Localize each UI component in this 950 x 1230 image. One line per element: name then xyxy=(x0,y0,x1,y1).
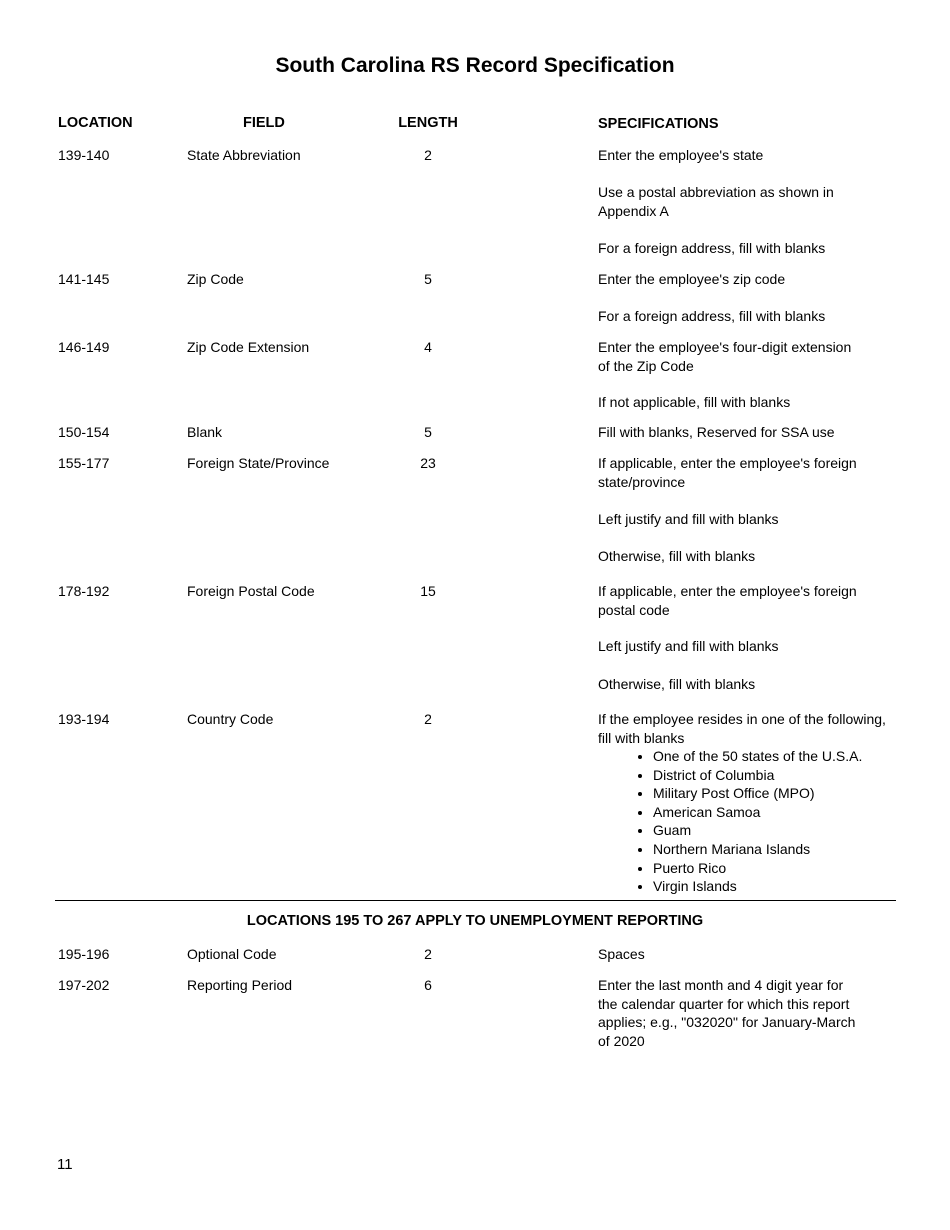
row-field: Zip Code xyxy=(187,271,244,287)
list-item: • Puerto Rico xyxy=(653,859,898,878)
row-spec-line: Fill with blanks, Reserved for SSA use xyxy=(598,424,835,440)
row-spec-line: For a foreign address, fill with blanks xyxy=(598,308,826,324)
row-field: Zip Code Extension xyxy=(187,339,310,355)
header-field: FIELD xyxy=(243,115,285,131)
section-heading: LOCATIONS 195 TO 267 APPLY TO UNEMPLOYMENT REPORTING xyxy=(246,913,704,929)
row-location: 141-145 xyxy=(58,271,110,287)
row-spec-line: Enter the last month and 4 digit year for the calendar quarter for which this report applies; e.g., "032020" for January-March of 2020 xyxy=(598,977,856,1049)
header-location: LOCATION xyxy=(58,115,133,131)
row-length: 5 xyxy=(424,271,432,287)
row-spec-line: Enter the employee's four-digit extension of the Zip Code xyxy=(598,339,852,374)
row-spec-block xyxy=(598,710,898,896)
list-item: • American Samoa xyxy=(653,803,898,822)
row-location: 195-196 xyxy=(58,946,110,962)
row-length: 6 xyxy=(424,977,432,993)
page-title: South Carolina RS Record Specification xyxy=(275,54,675,77)
row-spec-line: For a foreign address, fill with blanks xyxy=(598,240,826,256)
section-divider xyxy=(55,900,896,901)
list-item: • Virgin Islands xyxy=(653,877,898,896)
row-length: 2 xyxy=(424,147,432,163)
row-length: 23 xyxy=(420,455,436,471)
list-item: • Northern Mariana Islands xyxy=(653,840,898,859)
page-number: 11 xyxy=(57,1156,73,1173)
country-list xyxy=(598,747,898,896)
row-field: Blank xyxy=(187,424,223,440)
row-field: Foreign Postal Code xyxy=(187,583,315,599)
list-item: • One of the 50 states of the U.S.A. xyxy=(653,747,898,766)
header-length: LENGTH xyxy=(398,115,458,131)
row-length: 2 xyxy=(424,946,432,962)
row-spec-line: Left justify and fill with blanks xyxy=(598,638,779,654)
row-spec-line: If the employee resides in one of the following, fill with blanks xyxy=(598,711,886,746)
row-spec-line: Enter the employee's zip code xyxy=(598,271,786,287)
list-item: • Guam xyxy=(653,821,898,840)
row-length: 15 xyxy=(420,583,436,599)
list-item: • District of Columbia xyxy=(653,766,898,785)
row-spec-line: Enter the employee's state xyxy=(598,147,764,163)
header-specifications: SPECIFICATIONS xyxy=(598,116,719,132)
row-field: State Abbreviation xyxy=(187,147,301,163)
row-spec-line: If applicable, enter the employee's foreign postal code xyxy=(598,583,857,618)
row-spec-line: Otherwise, fill with blanks xyxy=(598,676,756,692)
row-field: Country Code xyxy=(187,711,274,727)
row-location: 150-154 xyxy=(58,424,110,440)
row-spec-line: Spaces xyxy=(598,946,645,962)
row-field: Reporting Period xyxy=(187,977,293,993)
row-spec-line: If not applicable, fill with blanks xyxy=(598,394,791,410)
row-location: 139-140 xyxy=(58,147,110,163)
row-location: 155-177 xyxy=(58,455,110,471)
row-spec-line: Left justify and fill with blanks xyxy=(598,511,779,527)
row-spec-line: Use a postal abbreviation as shown in Appendix A xyxy=(598,184,834,219)
row-spec-line: If applicable, enter the employee's foreign state/province xyxy=(598,455,857,490)
row-location: 197-202 xyxy=(58,977,110,993)
row-length: 4 xyxy=(424,339,432,355)
row-spec-line: Otherwise, fill with blanks xyxy=(598,548,756,564)
row-field: Optional Code xyxy=(187,946,277,962)
row-field: Foreign State/Province xyxy=(187,455,330,471)
row-length: 2 xyxy=(424,711,432,727)
list-item: • Military Post Office (MPO) xyxy=(653,784,898,803)
row-location: 178-192 xyxy=(58,583,110,599)
row-location: 193-194 xyxy=(58,711,110,727)
row-location: 146-149 xyxy=(58,339,110,355)
row-length: 5 xyxy=(424,424,432,440)
